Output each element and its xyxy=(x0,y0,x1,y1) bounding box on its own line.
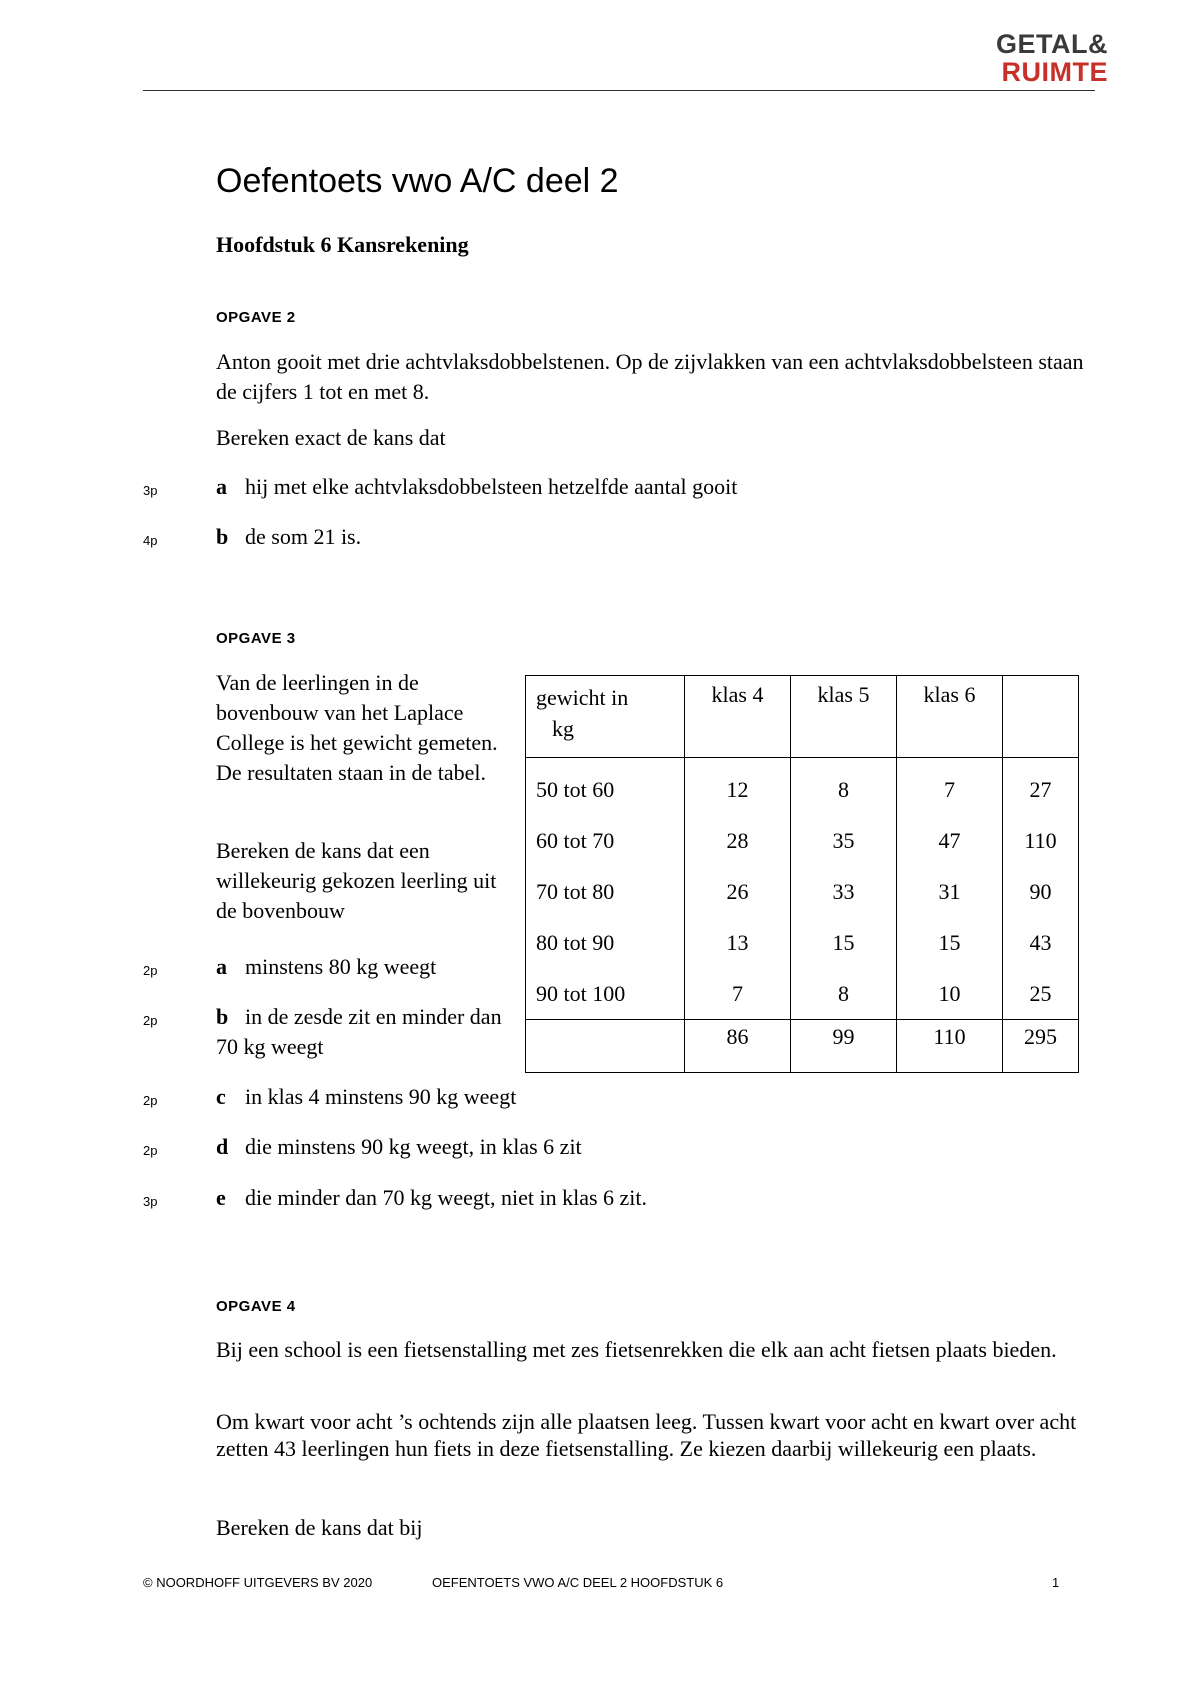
table-total-cell: 86 xyxy=(685,1020,791,1073)
table-cell: 33 xyxy=(832,879,855,904)
opgave-3-e-points: 3p xyxy=(143,1194,158,1209)
table-body-block xyxy=(526,758,1079,1020)
opgave-2-question: Bereken exact de kans dat xyxy=(216,425,446,450)
weight-table xyxy=(525,675,1079,1073)
table-cell: 47 xyxy=(938,828,961,853)
table-cell: 25 xyxy=(1029,981,1052,1006)
footer-page-number: 1 xyxy=(1052,1575,1060,1590)
table-cell: 15 xyxy=(832,930,855,955)
opgave-2-b-points: 4p xyxy=(143,533,158,548)
table-cell: 12 xyxy=(726,777,749,802)
table-header-weight-text: gewicht in xyxy=(536,685,629,710)
row-label: 50 tot 60 xyxy=(536,777,615,802)
item-text: in de zesde zit en minder dan 70 kg weegt xyxy=(216,1004,502,1059)
table-row-labels xyxy=(526,758,685,1020)
item-text: hij met elke achtvlaksdobbelsteen hetzelfde aantal gooit xyxy=(245,474,738,499)
opgave-3-b-points: 2p xyxy=(143,1013,158,1028)
opgave-2-item-a xyxy=(216,472,737,502)
opgave-3-intro: Van de leerlingen in de bovenbouw van het Laplace College is het gewicht gemeten. De resultaten staan in de tabel. xyxy=(216,670,498,785)
row-label: 90 tot 100 xyxy=(536,981,626,1006)
table-header-weight-line-2: kg xyxy=(552,716,574,741)
table-cell: 31 xyxy=(938,879,961,904)
table-cell: 110 xyxy=(1024,828,1057,853)
opgave-3-item-c xyxy=(216,1082,516,1112)
opgave-2-item-b xyxy=(216,522,361,552)
logo-line-1: GETAL& xyxy=(996,29,1108,59)
opgave-4-paragraph-1: Bij een school is een fietsenstalling met zes fietsenrekken die elk aan acht fietsen plaats bieden. xyxy=(216,1337,1057,1362)
table-header-row xyxy=(526,676,1079,758)
opgave-4-heading: OPGAVE 4 xyxy=(216,1298,296,1315)
table-cell: 8 xyxy=(838,981,849,1006)
opgave-3-heading: OPGAVE 3 xyxy=(216,630,296,647)
table-col-total xyxy=(1003,758,1079,1020)
footer-document-title: OEFENTOETS VWO A/C DEEL 2 HOOFDSTUK 6 xyxy=(432,1575,724,1590)
opgave-3-d-points: 2p xyxy=(143,1143,158,1158)
item-text: in klas 4 minstens 90 kg weegt xyxy=(245,1084,517,1109)
item-letter: d xyxy=(216,1134,229,1159)
item-text: die minstens 90 kg weegt, in klas 6 zit xyxy=(245,1134,582,1159)
table-cell: 15 xyxy=(938,930,961,955)
table-header-klas5: klas 5 xyxy=(791,676,897,758)
header-divider xyxy=(143,90,1095,91)
opgave-2-a-points: 3p xyxy=(143,483,158,498)
table-cell: 28 xyxy=(726,828,749,853)
table-cell: 27 xyxy=(1029,777,1052,802)
table-cell: 26 xyxy=(726,879,749,904)
page-title: Oefentoets vwo A/C deel 2 xyxy=(216,162,619,200)
table-cell: 8 xyxy=(838,777,849,802)
opgave-3-c-points: 2p xyxy=(143,1093,158,1108)
table-header-klas4: klas 4 xyxy=(685,676,791,758)
opgave-3-a-points: 2p xyxy=(143,963,158,978)
item-text: minstens 80 kg weegt xyxy=(245,954,437,979)
item-letter: b xyxy=(216,1004,229,1029)
table-col-klas4 xyxy=(685,758,791,1020)
table-total-cell: 110 xyxy=(897,1020,1003,1073)
row-label: 70 tot 80 xyxy=(536,879,615,904)
opgave-3-item-d xyxy=(216,1132,582,1162)
item-text: die minder dan 70 kg weegt, niet in klas 6 zit. xyxy=(245,1185,648,1210)
table-col-klas5 xyxy=(791,758,897,1020)
table-header-total xyxy=(1003,676,1079,758)
footer-copyright: © NOORDHOFF UITGEVERS BV 2020 xyxy=(143,1575,373,1590)
table-header-weight-line-1 xyxy=(536,682,674,713)
opgave-4-paragraph-2: Om kwart voor acht ’s ochtends zijn alle plaatsen leeg. Tussen kwart voor acht en kwart over acht zetten 43 leerlingen hun fiets in deze fietsenstalling. Ze kiezen daarbij willekeurig een plaats. xyxy=(216,1409,1077,1461)
table-total-cell: 295 xyxy=(1003,1020,1079,1073)
table-header-weight xyxy=(526,676,685,758)
table-header-klas6: klas 6 xyxy=(897,676,1003,758)
item-letter: c xyxy=(216,1084,226,1109)
item-letter: a xyxy=(216,474,227,499)
row-label: 60 tot 70 xyxy=(536,828,615,853)
chapter-subtitle: Hoofdstuk 6 Kansrekening xyxy=(216,232,469,257)
row-label: 80 tot 90 xyxy=(536,930,615,955)
item-letter: e xyxy=(216,1185,226,1210)
opgave-3-item-e xyxy=(216,1183,647,1213)
table-cell: 35 xyxy=(832,828,855,853)
table-cell: 7 xyxy=(732,981,743,1006)
opgave-2-intro: Anton gooit met drie achtvlaksdobbelstenen. Op de zijvlakken van een achtvlaksdobbelsteen staan de cijfers 1 tot en met 8. xyxy=(216,349,1084,404)
publisher-logo xyxy=(996,30,1108,86)
logo-line-2: RUIMTE xyxy=(1001,57,1108,87)
item-letter: a xyxy=(216,954,227,979)
opgave-3-question: Bereken de kans dat een willekeurig gekozen leerling uit de bovenbouw xyxy=(216,838,497,923)
table-cell: 10 xyxy=(938,981,961,1006)
table-cell: 13 xyxy=(726,930,749,955)
table-totals-label xyxy=(526,1020,685,1073)
table-totals-row xyxy=(526,1020,1079,1073)
table-total-cell: 99 xyxy=(791,1020,897,1073)
opgave-4-paragraph-3: Bereken de kans dat bij xyxy=(216,1515,423,1540)
table-cell: 90 xyxy=(1029,879,1052,904)
table-cell: 7 xyxy=(944,777,955,802)
item-letter: b xyxy=(216,524,229,549)
opgave-3-item-a xyxy=(216,952,508,982)
opgave-2-heading: OPGAVE 2 xyxy=(216,309,296,326)
opgave-3-item-b xyxy=(216,1002,508,1062)
table-col-klas6 xyxy=(897,758,1003,1020)
table-cell: 43 xyxy=(1029,930,1052,955)
item-text: de som 21 is. xyxy=(245,524,362,549)
